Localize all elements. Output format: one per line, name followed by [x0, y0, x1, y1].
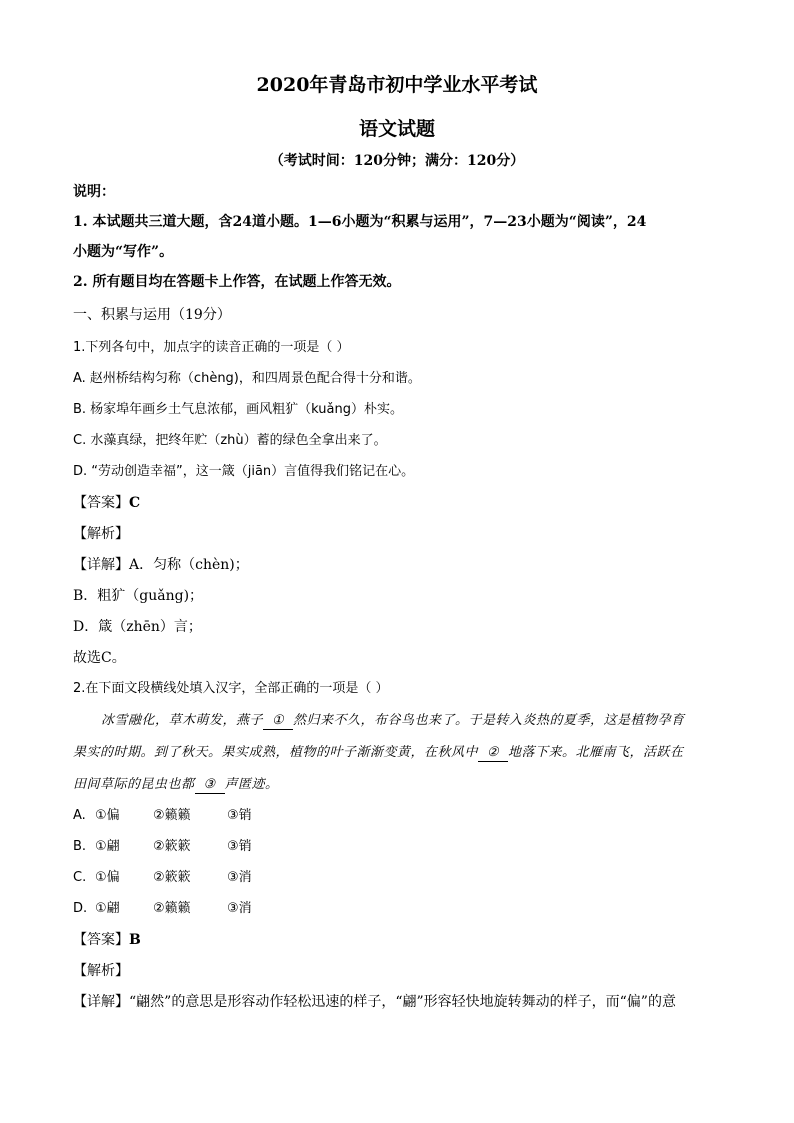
passage-line-2 [73, 743, 684, 763]
passage-text: 声匿迹。 [224, 777, 279, 792]
passage-text: 果实的时期。到了秋天。果实成熟，植物的叶子渐渐变黄，在秋风中 [73, 745, 479, 760]
detail-line: “翩然”的意思是形容动作轻松迅速的样子，“翩”形容轻快地旋转舞动的样子，而“偏”的意 [129, 994, 676, 1010]
question-1-option-c: C. 水藻真绿，把终年贮（zhù）蓄的绿色全拿出来了。 [73, 433, 387, 448]
question-1-conclusion: 故选C。 [73, 650, 126, 666]
question-1-option-d: D. “劳动创造幸福”，这一箴（jiān）言值得我们铭记在心。 [73, 464, 415, 479]
exam-title: 2020年青岛市初中学业水平考试 [256, 74, 538, 96]
option-choice-1: ①偏 [95, 870, 120, 885]
option-choice-2: ②籁籁 [153, 901, 191, 916]
passage-line-3 [73, 775, 279, 795]
detail-line: A．匀称（chèn)； [129, 557, 249, 573]
question-2-stem: 2.在下面文段横线处填入汉字，全部正确的一项是（ ） [73, 681, 389, 696]
answer-value: C [129, 495, 141, 511]
option-letter: A. [73, 808, 86, 823]
passage-text: 冰雪融化，草木萌发，燕子 [101, 713, 264, 728]
detail-tag: 【详解】 [73, 557, 129, 573]
question-1-detail-d: D．箴（zhēn）言； [73, 619, 202, 635]
answer-tag: 【答案】 [73, 932, 129, 948]
option-choice-2: ②簌簌 [153, 870, 191, 885]
question-2-detail [73, 992, 676, 1012]
question-2-option-c [73, 868, 252, 888]
passage-text: 然归来不久，布谷鸟也来了。于是转入炎热的夏季，这是植物孕育 [293, 713, 685, 728]
question-2-answer [73, 930, 141, 950]
passage-text: 田间草际的昆虫也都 [73, 777, 195, 792]
question-2-option-a [73, 806, 252, 826]
subject-title: 语文试题 [358, 118, 435, 140]
question-1-answer [73, 493, 140, 513]
answer-value: B [129, 932, 141, 948]
instructions-label: 说明： [73, 184, 115, 200]
option-choice-1: ①翩 [95, 901, 120, 916]
option-choice-1: ①翩 [95, 839, 120, 854]
question-1-option-a: A. 赵州桥结构匀称（chèng)，和四周景色配合得十分和谐。 [73, 371, 421, 386]
answer-tag: 【答案】 [73, 495, 129, 511]
question-2-analysis-tag: 【解析】 [73, 963, 129, 979]
question-1-stem: 1.下列各句中，加点字的读音正确的一项是（ ） [73, 340, 350, 355]
instruction-item-2: 2. 所有题目均在答题卡上作答，在试题上作答无效。 [73, 274, 401, 290]
passage-line-1 [101, 711, 685, 731]
question-2-option-b [73, 837, 252, 857]
option-letter: D. [73, 901, 88, 916]
question-1-analysis-tag: 【解析】 [73, 526, 129, 542]
option-choice-1: ①偏 [95, 808, 120, 823]
section-heading: 一、积累与运用（19分） [73, 307, 231, 323]
option-letter: B. [73, 839, 87, 854]
exam-meta: （考试时间：120分钟；满分：120分） [269, 153, 525, 169]
passage-text: 地落下来。北雁南飞，活跃在 [508, 745, 684, 760]
instruction-item-1-cont: 小题为“写作”。 [73, 244, 174, 260]
option-letter: C. [73, 870, 87, 885]
question-1-detail-b: B．粗犷（guǎng)； [73, 588, 204, 604]
option-choice-3: ③消 [227, 901, 252, 916]
option-choice-3: ③消 [227, 870, 252, 885]
question-1-detail [73, 555, 249, 575]
question-2-option-d [73, 899, 252, 919]
option-choice-2: ②簌簌 [153, 839, 191, 854]
blank-3: ③ [195, 777, 225, 794]
option-choice-2: ②籁籁 [153, 808, 191, 823]
option-choice-3: ③销 [227, 839, 252, 854]
detail-tag: 【详解】 [73, 994, 129, 1010]
blank-2: ② [478, 745, 508, 762]
instruction-item-1: 1. 本试题共三道大题，含24道小题。1—6小题为“积累与运用”，7—23小题为“阅读”，24 [73, 214, 647, 230]
option-choice-3: ③销 [227, 808, 252, 823]
question-1-option-b: B. 杨家埠年画乡土气息浓郁，画风粗犷（kuǎng）朴实。 [73, 402, 404, 417]
blank-1: ① [263, 713, 293, 730]
